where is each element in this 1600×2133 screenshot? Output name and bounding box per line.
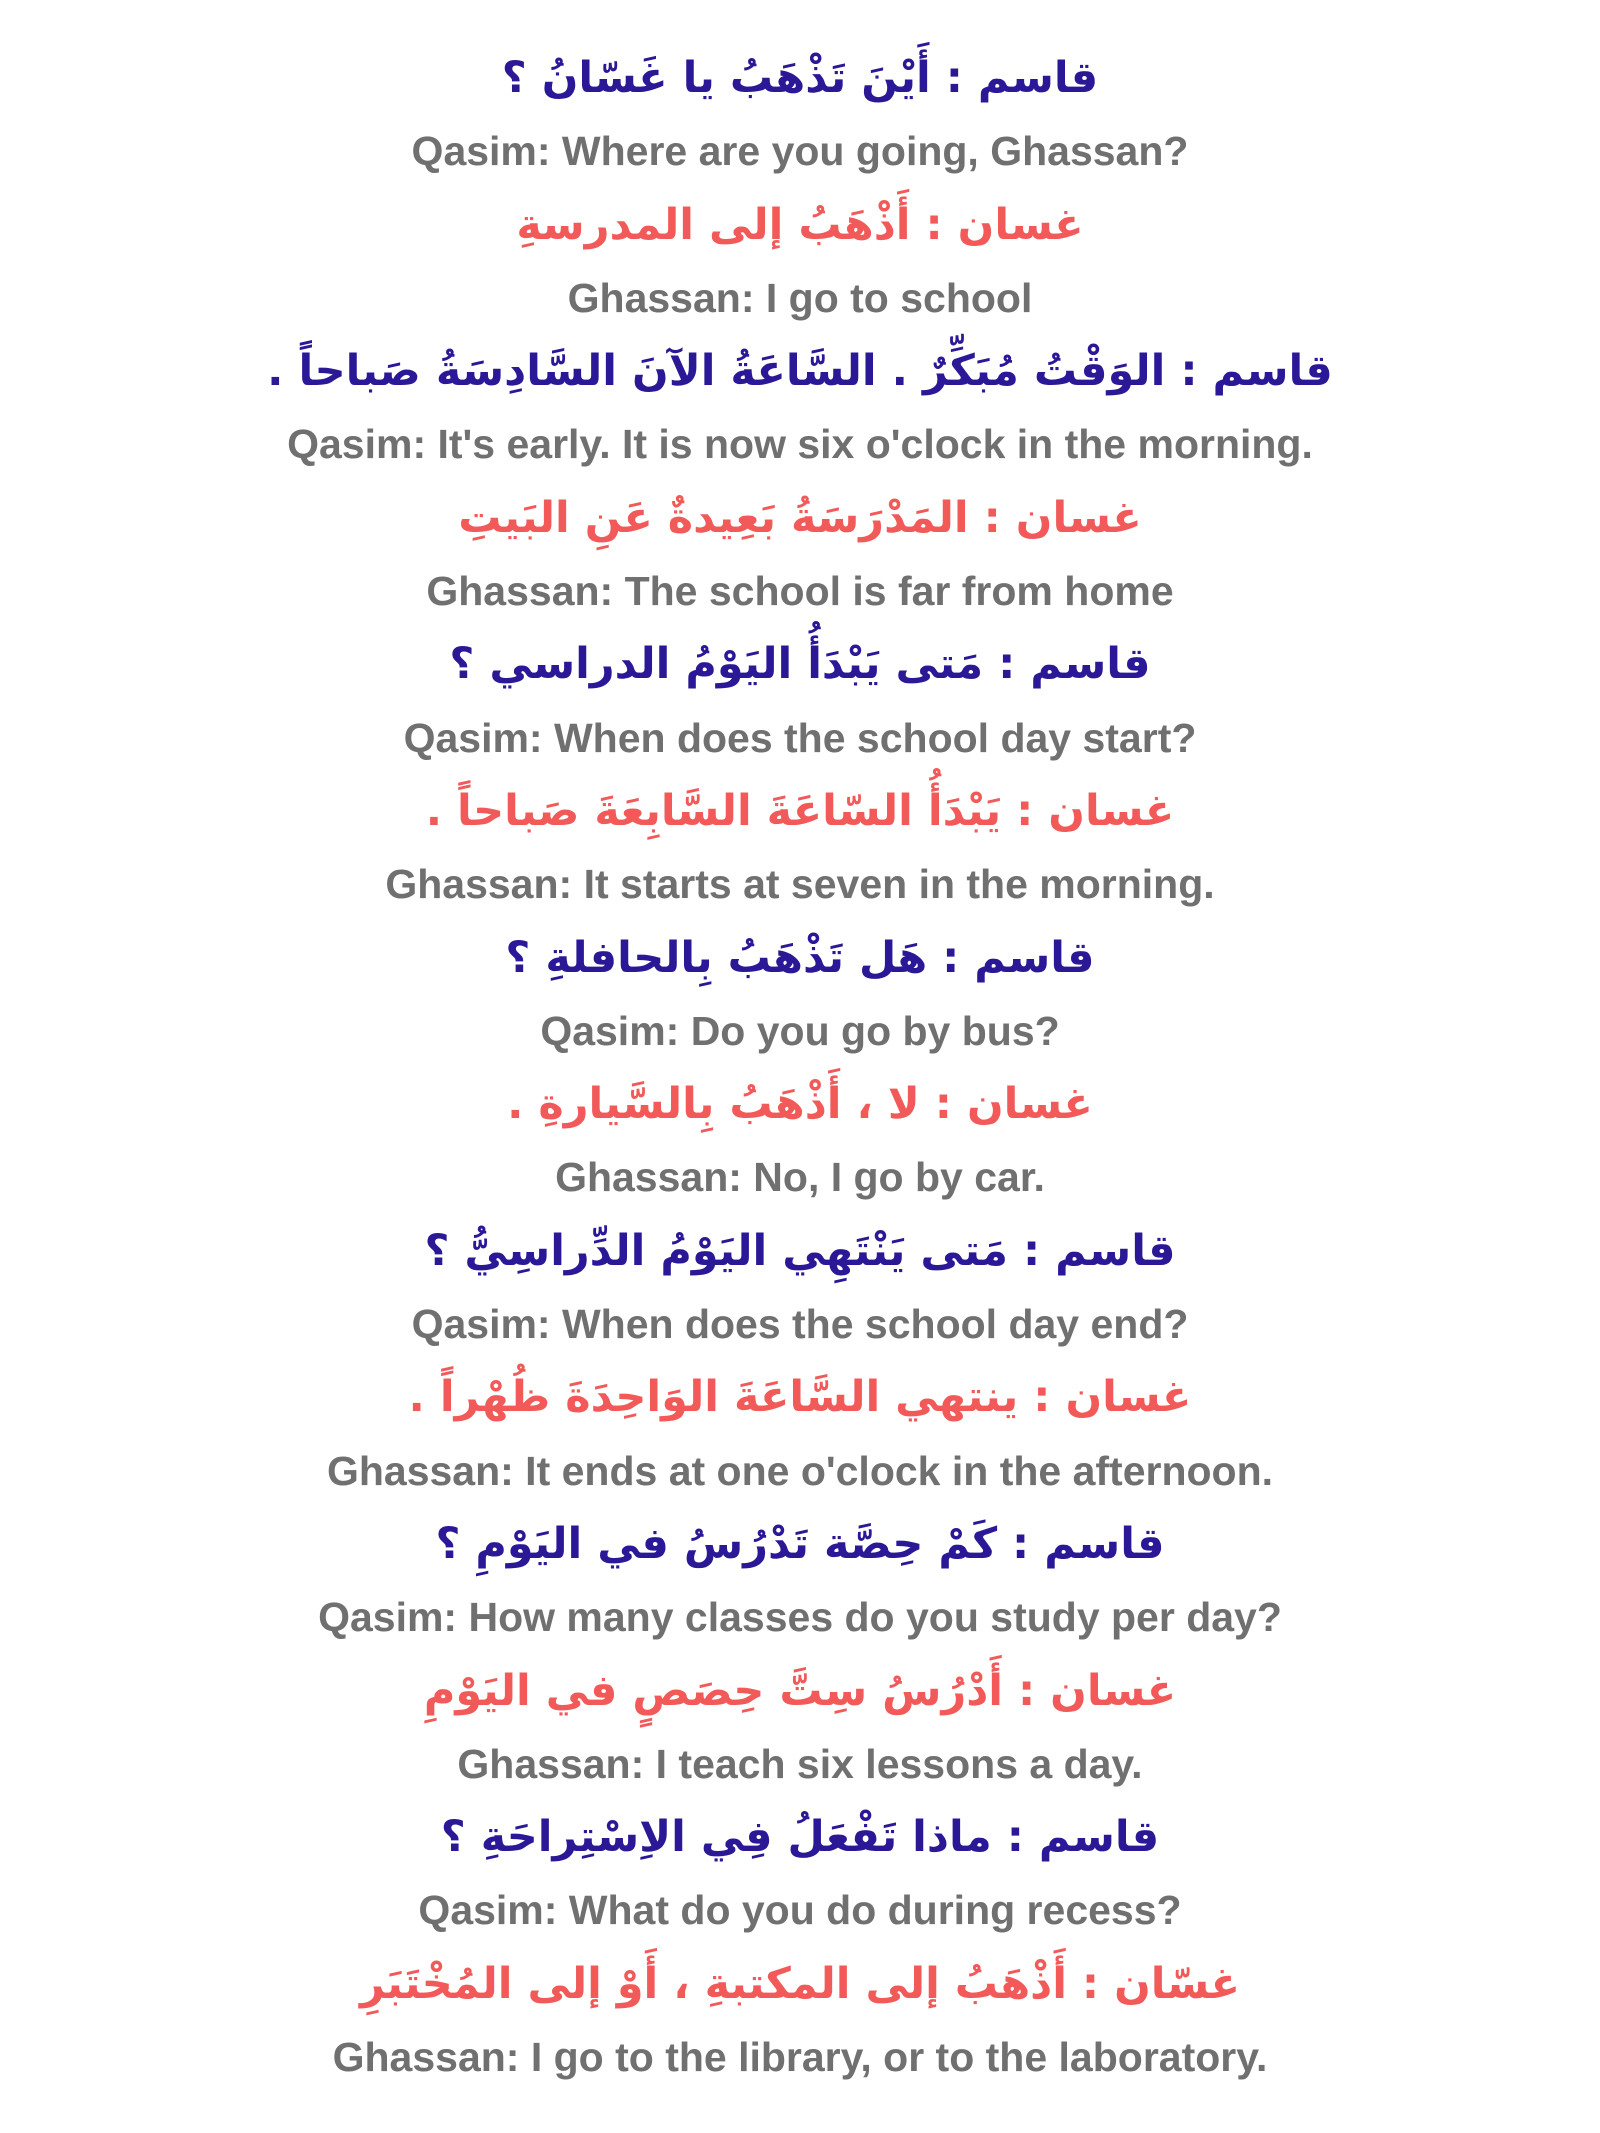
ghassan-english-line: Ghassan: I go to school <box>567 274 1033 321</box>
ghassan-arabic-line: غسان : أَذْهَبُ إلى المدرسةِ <box>516 199 1084 250</box>
qasim-arabic-line: قاسم : كَمْ حِصَّة تَدْرُسُ في اليَوْمِ ؟ <box>435 1518 1165 1569</box>
qasim-english-line: Qasim: How many classes do you study per day? <box>318 1594 1282 1641</box>
qasim-english-line: Qasim: It's early. It is now six o'clock in the morning. <box>287 421 1313 468</box>
qasim-arabic-line: قاسم : مَتى يَبْدَأُ اليَوْمُ الدراسي ؟ <box>449 639 1151 690</box>
qasim-english-line: Qasim: What do you do during recess? <box>418 1887 1182 1934</box>
ghassan-arabic-line: غسان : ينتهي السَّاعَةَ الوَاحِدَةَ ظُهْراً . <box>408 1372 1192 1423</box>
ghassan-english-line: Ghassan: I teach six lessons a day. <box>457 1740 1143 1787</box>
qasim-arabic-line: قاسم : مَتى يَنْتَهِي اليَوْمُ الدِّراسِيُّ ؟ <box>424 1225 1176 1276</box>
ghassan-arabic-line: غسّان : أَذْهَبُ إلى المكتبةِ ، أَوْ إلى المُخْتَبَرِ <box>359 1958 1241 2009</box>
ghassan-english-line: Ghassan: No, I go by car. <box>555 1154 1045 1201</box>
qasim-arabic-line: قاسم : أَيْنَ تَذْهَبُ يا غَسّانُ ؟ <box>501 53 1099 103</box>
qasim-english-line: Qasim: When does the school day start? <box>403 714 1197 761</box>
ghassan-english-line: Ghassan: It ends at one o'clock in the afternoon. <box>326 1447 1274 1494</box>
qasim-arabic-line: قاسم : الوَقْتُ مُبَكِّرٌ . السَّاعَةُ الآنَ السَّادِسَةُ صَباحاً . <box>267 346 1333 397</box>
qasim-english-line: Qasim: Where are you going, Ghassan? <box>411 128 1189 175</box>
qasim-english-line: Qasim: When does the school day end? <box>411 1301 1189 1348</box>
qasim-english-line: Qasim: Do you go by bus? <box>540 1007 1060 1054</box>
ghassan-arabic-line: غسان : لا ، أَذْهَبُ بِالسَّيارةِ . <box>507 1079 1093 1130</box>
ghassan-arabic-line: غسان : يَبْدَأُ السّاعَةَ السَّابِعَةَ صَباحاً . <box>425 785 1175 836</box>
dialogue-transcript <box>0 42 1600 2094</box>
qasim-arabic-line: قاسم : هَل تَذْهَبُ بِالحافلةِ ؟ <box>505 932 1095 983</box>
ghassan-arabic-line: غسان : أَدْرُسُ سِتَّ حِصَصٍ في اليَوْمِ <box>423 1665 1177 1716</box>
ghassan-english-line: Ghassan: The school is far from home <box>426 568 1174 615</box>
ghassan-arabic-line: غسان : المَدْرَسَةُ بَعِيدةٌ عَنِ البَيتِ <box>458 492 1142 543</box>
ghassan-english-line: Ghassan: I go to the library, or to the laboratory. <box>332 2034 1268 2081</box>
qasim-arabic-line: قاسم : ماذا تَفْعَلُ فِي الاِسْتِراحَةِ ؟ <box>440 1812 1160 1863</box>
ghassan-english-line: Ghassan: It starts at seven in the morning. <box>385 861 1215 908</box>
